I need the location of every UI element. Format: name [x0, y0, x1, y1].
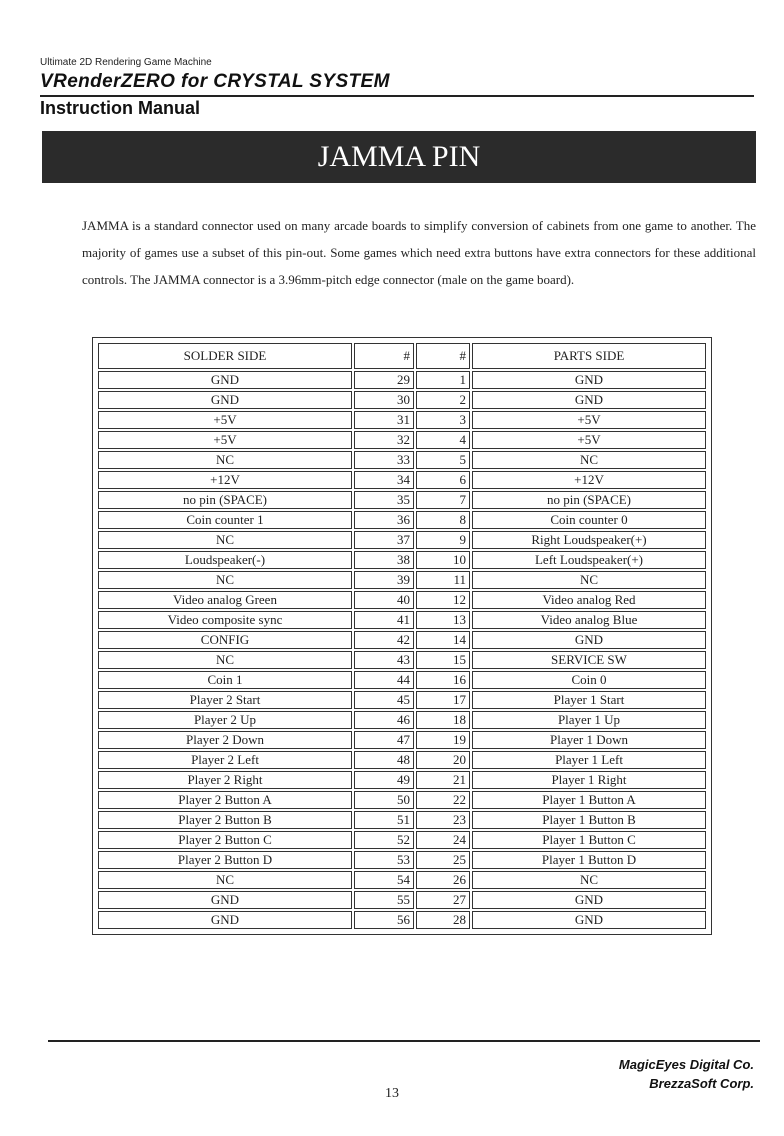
parts-side-cell: Right Loudspeaker(+)	[472, 531, 706, 549]
solder-side-cell: NC	[98, 531, 352, 549]
header-product-title: VRenderZERO for CRYSTAL SYSTEM	[40, 71, 390, 92]
solder-side-cell: NC	[98, 451, 352, 469]
parts-pin-cell: 1	[416, 371, 470, 389]
parts-pin-cell: 19	[416, 731, 470, 749]
table-row	[98, 411, 706, 429]
parts-side-cell: GND	[472, 631, 706, 649]
table-row	[98, 911, 706, 929]
solder-pin-cell: 41	[354, 611, 414, 629]
solder-pin-cell: 43	[354, 651, 414, 669]
solder-side-cell: +5V	[98, 431, 352, 449]
solder-pin-cell: 53	[354, 851, 414, 869]
table-row	[98, 711, 706, 729]
solder-pin-cell: 55	[354, 891, 414, 909]
solder-side-cell: no pin (SPACE)	[98, 491, 352, 509]
solder-side-cell: +12V	[98, 471, 352, 489]
parts-pin-cell: 22	[416, 791, 470, 809]
parts-side-cell: NC	[472, 871, 706, 889]
parts-side-cell: GND	[472, 371, 706, 389]
solder-side-cell: Video composite sync	[98, 611, 352, 629]
solder-pin-cell: 39	[354, 571, 414, 589]
parts-side-cell: Player 1 Up	[472, 711, 706, 729]
section-banner: JAMMA PIN	[42, 131, 756, 183]
solder-side-cell: Player 2 Up	[98, 711, 352, 729]
solder-side-cell: +5V	[98, 411, 352, 429]
solder-pin-cell: 33	[354, 451, 414, 469]
solder-pin-cell: 30	[354, 391, 414, 409]
parts-pin-cell: 21	[416, 771, 470, 789]
table-header-row	[98, 343, 706, 369]
parts-side-cell: GND	[472, 391, 706, 409]
parts-pin-cell: 2	[416, 391, 470, 409]
parts-pin-cell: 12	[416, 591, 470, 609]
solder-side-cell: NC	[98, 871, 352, 889]
parts-pin-cell: 16	[416, 671, 470, 689]
table-row	[98, 371, 706, 389]
parts-side-cell: GND	[472, 891, 706, 909]
parts-pin-cell: 25	[416, 851, 470, 869]
solder-pin-cell: 44	[354, 671, 414, 689]
parts-pin-cell: 17	[416, 691, 470, 709]
parts-pin-cell: 26	[416, 871, 470, 889]
solder-pin-cell: 32	[354, 431, 414, 449]
header-parts-pin-number: #	[416, 343, 470, 369]
parts-side-cell: Player 1 Button A	[472, 791, 706, 809]
jamma-pin-table	[92, 337, 712, 935]
parts-side-cell: NC	[472, 451, 706, 469]
parts-side-cell: Coin 0	[472, 671, 706, 689]
table-row	[98, 631, 706, 649]
parts-side-cell: Player 1 Start	[472, 691, 706, 709]
parts-side-cell: Player 1 Down	[472, 731, 706, 749]
solder-side-cell: Player 2 Button C	[98, 831, 352, 849]
parts-pin-cell: 11	[416, 571, 470, 589]
parts-pin-cell: 13	[416, 611, 470, 629]
solder-side-cell: Player 2 Right	[98, 771, 352, 789]
header-solder-side: SOLDER SIDE	[98, 343, 352, 369]
table-row	[98, 591, 706, 609]
solder-pin-cell: 48	[354, 751, 414, 769]
table-row	[98, 751, 706, 769]
solder-pin-cell: 47	[354, 731, 414, 749]
company-magiceyes: MagicEyes Digital Co.	[618, 1057, 754, 1072]
solder-side-cell: NC	[98, 651, 352, 669]
solder-pin-cell: 56	[354, 911, 414, 929]
parts-side-cell: Player 1 Button B	[472, 811, 706, 829]
table-row	[98, 391, 706, 409]
solder-pin-cell: 31	[354, 411, 414, 429]
table-row	[98, 791, 706, 809]
solder-pin-cell: 36	[354, 511, 414, 529]
table-row	[98, 491, 706, 509]
parts-pin-cell: 18	[416, 711, 470, 729]
table-row	[98, 471, 706, 489]
table-row	[98, 691, 706, 709]
parts-side-cell: Player 1 Right	[472, 771, 706, 789]
parts-side-cell: no pin (SPACE)	[472, 491, 706, 509]
table-row	[98, 831, 706, 849]
page-number: 13	[385, 1086, 399, 1101]
solder-side-cell: Player 2 Down	[98, 731, 352, 749]
solder-side-cell: GND	[98, 371, 352, 389]
solder-side-cell: CONFIG	[98, 631, 352, 649]
parts-side-cell: +5V	[472, 431, 706, 449]
parts-pin-cell: 7	[416, 491, 470, 509]
solder-side-cell: NC	[98, 571, 352, 589]
table-row	[98, 431, 706, 449]
table-row	[98, 891, 706, 909]
solder-pin-cell: 51	[354, 811, 414, 829]
header-manual-subtitle: Instruction Manual	[40, 98, 201, 118]
table-row	[98, 871, 706, 889]
solder-pin-cell: 29	[354, 371, 414, 389]
solder-side-cell: GND	[98, 911, 352, 929]
solder-pin-cell: 38	[354, 551, 414, 569]
solder-side-cell: GND	[98, 891, 352, 909]
solder-pin-cell: 42	[354, 631, 414, 649]
parts-side-cell: NC	[472, 571, 706, 589]
solder-side-cell: Coin counter 1	[98, 511, 352, 529]
table-body	[98, 371, 706, 929]
solder-side-cell: GND	[98, 391, 352, 409]
table-row	[98, 851, 706, 869]
parts-side-cell: Player 1 Button C	[472, 831, 706, 849]
parts-side-cell: +5V	[472, 411, 706, 429]
solder-pin-cell: 49	[354, 771, 414, 789]
header-tagline: Ultimate 2D Rendering Game Machine	[40, 57, 212, 68]
header-divider	[40, 95, 754, 97]
table-row	[98, 731, 706, 749]
parts-pin-cell: 3	[416, 411, 470, 429]
table-row	[98, 551, 706, 569]
solder-side-cell: Player 2 Button B	[98, 811, 352, 829]
parts-side-cell: Video analog Red	[472, 591, 706, 609]
parts-side-cell: +12V	[472, 471, 706, 489]
solder-pin-cell: 40	[354, 591, 414, 609]
solder-pin-cell: 54	[354, 871, 414, 889]
table-row	[98, 651, 706, 669]
table-row	[98, 671, 706, 689]
parts-pin-cell: 28	[416, 911, 470, 929]
solder-pin-cell: 37	[354, 531, 414, 549]
table-row	[98, 611, 706, 629]
intro-paragraph: JAMMA is a standard connector used on many arcade boards to simplify conversion of cabinets from one game to another. The majority of games use a subset of this pin-out. Some games which need extra buttons have extra connectors for these additional controls. The JAMMA connector is a 3.96mm-pitch edge connector (male on the game board).	[82, 218, 756, 287]
solder-pin-cell: 50	[354, 791, 414, 809]
solder-side-cell: Coin 1	[98, 671, 352, 689]
solder-side-cell: Player 2 Start	[98, 691, 352, 709]
parts-pin-cell: 14	[416, 631, 470, 649]
parts-pin-cell: 15	[416, 651, 470, 669]
solder-pin-cell: 34	[354, 471, 414, 489]
parts-side-cell: GND	[472, 911, 706, 929]
solder-side-cell: Player 2 Button A	[98, 791, 352, 809]
parts-pin-cell: 10	[416, 551, 470, 569]
parts-pin-cell: 23	[416, 811, 470, 829]
parts-side-cell: Player 1 Button D	[472, 851, 706, 869]
solder-pin-cell: 52	[354, 831, 414, 849]
parts-side-cell: Player 1 Left	[472, 751, 706, 769]
parts-pin-cell: 4	[416, 431, 470, 449]
parts-side-cell: Coin counter 0	[472, 511, 706, 529]
table-row	[98, 451, 706, 469]
parts-side-cell: SERVICE SW	[472, 651, 706, 669]
solder-side-cell: Video analog Green	[98, 591, 352, 609]
parts-pin-cell: 24	[416, 831, 470, 849]
parts-pin-cell: 6	[416, 471, 470, 489]
solder-side-cell: Player 2 Left	[98, 751, 352, 769]
table-row	[98, 511, 706, 529]
parts-side-cell: Left Loudspeaker(+)	[472, 551, 706, 569]
solder-pin-cell: 35	[354, 491, 414, 509]
parts-pin-cell: 27	[416, 891, 470, 909]
table-row	[98, 571, 706, 589]
solder-side-cell: Loudspeaker(-)	[98, 551, 352, 569]
parts-pin-cell: 9	[416, 531, 470, 549]
table-row	[98, 771, 706, 789]
parts-pin-cell: 8	[416, 511, 470, 529]
parts-pin-cell: 5	[416, 451, 470, 469]
header-parts-side: PARTS SIDE	[472, 343, 706, 369]
parts-side-cell: Video analog Blue	[472, 611, 706, 629]
parts-pin-cell: 20	[416, 751, 470, 769]
company-brezzasoft: BrezzaSoft Corp.	[649, 1076, 754, 1091]
footer-divider	[48, 1040, 760, 1042]
table-row	[98, 531, 706, 549]
solder-pin-cell: 46	[354, 711, 414, 729]
header-solder-pin-number: #	[354, 343, 414, 369]
solder-pin-cell: 45	[354, 691, 414, 709]
table-row	[98, 811, 706, 829]
solder-side-cell: Player 2 Button D	[98, 851, 352, 869]
